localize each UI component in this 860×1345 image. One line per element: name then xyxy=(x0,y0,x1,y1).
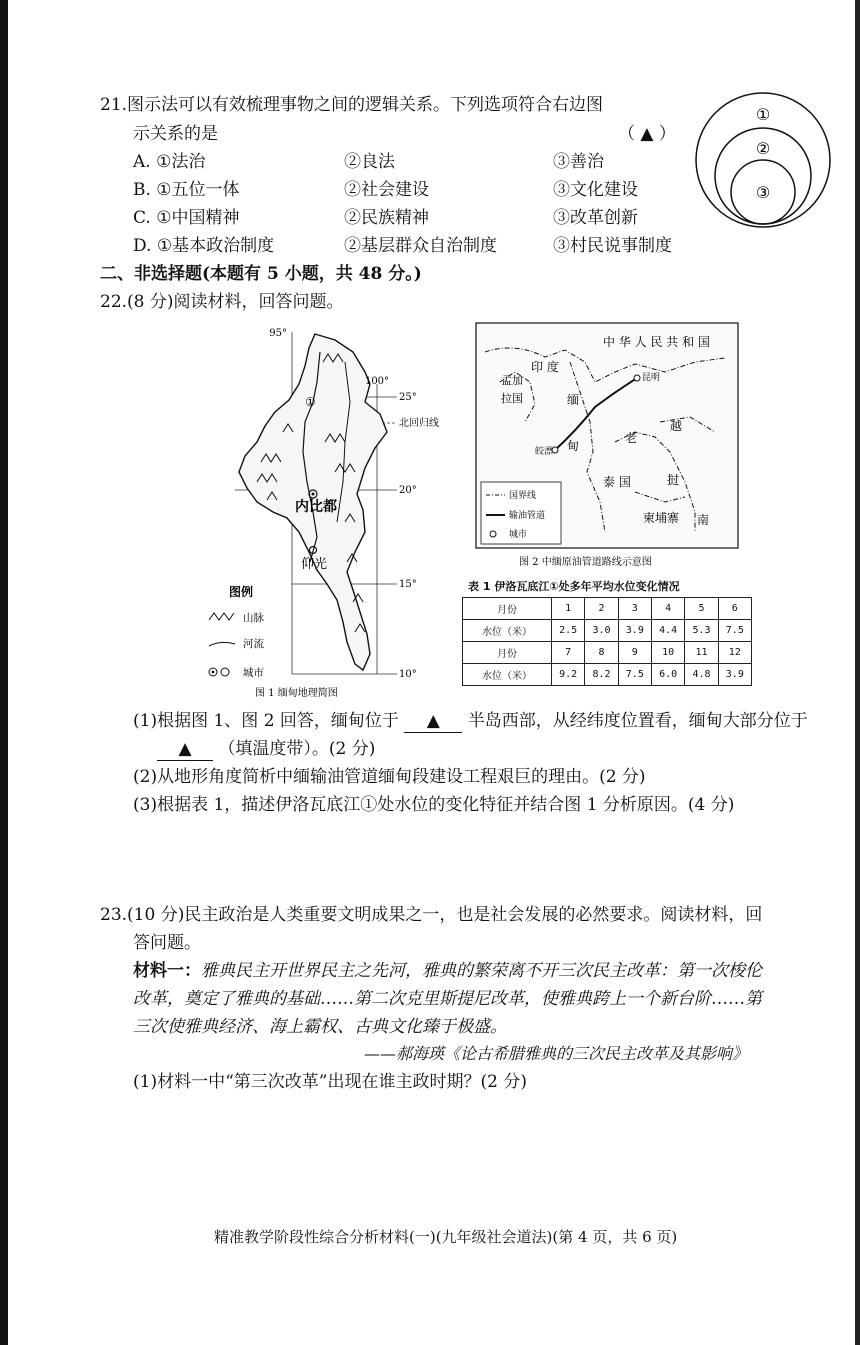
q23-source: ——郝海瑛《论古希腊雅典的三次民主改革及其影响》 xyxy=(364,1044,749,1063)
q21-option-d3: ③村民说事制度 xyxy=(553,236,672,256)
page-footer: 精准教学阶段性综合分析材料(一)(九年级社会道法)(第 4 页，共 6 页) xyxy=(214,1228,678,1246)
legend-river-icon xyxy=(209,642,235,646)
table-cell: 8 xyxy=(585,642,618,664)
scan-edge-right xyxy=(855,0,860,1345)
lat-10-label: 10° xyxy=(399,669,417,680)
material-label: 材料一： xyxy=(133,961,201,981)
cambodia-label: 柬埔寨 xyxy=(643,511,680,525)
table-cell: 9.2 xyxy=(552,664,585,686)
table1-title: 表 1 伊洛瓦底江①处多年平均水位变化情况 xyxy=(468,580,680,593)
q21-option-d: D. ①基本政治制度 xyxy=(133,236,275,256)
table-cell: 10 xyxy=(651,642,684,664)
q21-option-b3: ③文化建设 xyxy=(553,180,638,200)
circle-label-2: ② xyxy=(755,139,771,158)
table-cell: 3.9 xyxy=(618,620,651,642)
q21-option-c2: ②民族精神 xyxy=(344,208,429,228)
q22-sub1-line2 xyxy=(157,738,375,761)
table-cell: 8.2 xyxy=(585,664,618,686)
yangon-label: 仰光 xyxy=(301,557,328,572)
q23-material-line2: 改革，奠定了雅典的基础……第二次克里斯提尼改革，使雅典跨上一个新台阶……第 xyxy=(133,989,762,1009)
circle-label-1: ① xyxy=(755,105,771,124)
legend-pipe-label: 输油管道 xyxy=(509,511,546,521)
table-cell: 9 xyxy=(618,642,651,664)
q22-sub1-blank-1: ▲ xyxy=(404,710,462,733)
fig1-myanmar-map xyxy=(195,322,455,707)
myanmar-label-2: 甸 xyxy=(567,439,580,453)
vietnam-label-3: 南 xyxy=(697,513,710,527)
q23-material-line1 xyxy=(133,960,762,982)
vietnam-label-1: 越 xyxy=(670,419,683,433)
circle-label-3: ③ xyxy=(755,183,771,202)
q22-sub1-text-c: （填温度带）。(2 分) xyxy=(218,739,376,759)
bangladesh-label-1: 孟加 xyxy=(501,374,523,387)
kyaukpyu-label: 皎漂 xyxy=(535,447,554,457)
river-point-mark: ① xyxy=(305,395,316,409)
q21-option-a2: ②良法 xyxy=(344,152,395,172)
capital-label: 内比都 xyxy=(295,499,337,515)
q21-option-a: A. ①法治 xyxy=(133,152,206,172)
q21-option-c: C. ①中国精神 xyxy=(133,208,240,228)
lat-15-label: 15° xyxy=(399,579,417,590)
table-cell: 11 xyxy=(685,642,718,664)
table-cell: 3.9 xyxy=(718,664,751,686)
table-cell: 2 xyxy=(585,598,618,620)
legend-city-label: 城市 xyxy=(243,667,264,679)
legend-mountain-icon xyxy=(209,613,234,620)
table-cell: 水位（米） xyxy=(463,620,552,642)
laos-label: 老 xyxy=(625,431,638,445)
q23-sub1: (1)材料一中“第三次改革”出现在谁主政时期？(2 分) xyxy=(133,1072,527,1092)
q21-option-d2: ②基层群众自治制度 xyxy=(344,236,497,256)
vietnam-label-2: 挝 xyxy=(667,473,680,487)
table-cell: 4 xyxy=(651,598,684,620)
table-cell: 月份 xyxy=(463,642,552,664)
q23-material-line3: 三次使雅典经济、海上霸权、古典文化臻于极盛。 xyxy=(133,1017,507,1037)
lon-95-label: 95° xyxy=(269,328,287,339)
kunming-marker xyxy=(634,375,640,381)
fig2-pipeline-map xyxy=(475,322,740,572)
table-cell: 1 xyxy=(552,598,585,620)
lat-25-label: 25° xyxy=(399,392,417,403)
table-row xyxy=(463,642,752,664)
china-label: 中 华 人 民 共 和 国 xyxy=(603,335,710,349)
q22-sub1-text-b: 半岛西部，从经纬度位置看，缅甸大部分位于 xyxy=(467,711,808,731)
table-row xyxy=(463,664,752,686)
table-row xyxy=(463,620,752,642)
table-cell: 5 xyxy=(685,598,718,620)
lon-100-label: 100° xyxy=(364,376,390,387)
table-cell: 7.5 xyxy=(718,620,751,642)
q22-sub1-line1 xyxy=(133,710,808,733)
q22-sub2: (2)从地形角度简析中缅输油管道缅甸段建设工程艰巨的理由。(2 分) xyxy=(133,767,646,787)
q22-stem: 22.(8 分)阅读材料，回答问题。 xyxy=(100,292,344,312)
q21-option-c3: ③改革创新 xyxy=(553,208,638,228)
lat-20-label: 20° xyxy=(399,485,417,496)
table1-water-level xyxy=(462,597,752,686)
legend-title: 图例 xyxy=(229,585,254,599)
q21-stem-line2: 示关系的是 xyxy=(133,124,218,144)
table-cell: 水位（米） xyxy=(463,664,552,686)
table-cell: 12 xyxy=(718,642,751,664)
bangladesh-label-2: 拉国 xyxy=(501,392,523,405)
table-cell: 月份 xyxy=(463,598,552,620)
myanmar-label-1: 缅 xyxy=(567,393,580,407)
table-cell: 3.0 xyxy=(585,620,618,642)
table-cell: 4.8 xyxy=(685,664,718,686)
legend-city-label-2: 城市 xyxy=(509,530,528,540)
q22-sub3: (3)根据表 1，描述伊洛瓦底江①处水位的变化特征并结合图 1 分析原因。(4 分) xyxy=(133,795,735,815)
table-cell: 3 xyxy=(618,598,651,620)
scan-edge-left xyxy=(0,0,8,1345)
table-cell: 6.0 xyxy=(651,664,684,686)
tropic-label: 北回归线 xyxy=(399,418,439,429)
q21-option-b: B. ①五位一体 xyxy=(133,180,240,200)
q22-sub1-blank-2: ▲ xyxy=(157,738,213,761)
thailand-label: 泰 国 xyxy=(603,475,631,489)
kunming-label: 昆明 xyxy=(642,373,661,383)
section-2-heading: 二、非选择题(本题有 5 小题，共 48 分。) xyxy=(100,264,422,284)
table-cell: 5.3 xyxy=(685,620,718,642)
q21-option-a3: ③善治 xyxy=(553,152,604,172)
q21-stem-line1: 21.图示法可以有效梳理事物之间的逻辑关系。下列选项符合右边图 xyxy=(100,95,604,115)
fig2-caption: 图 2 中缅原油管道路线示意图 xyxy=(519,557,652,568)
fig1-caption: 图 1 缅甸地理简图 xyxy=(255,688,338,699)
table-cell: 2.5 xyxy=(552,620,585,642)
material-text-1: 雅典民主开世界民主之先河，雅典的繁荣离不开三次民主改革：第一次梭伦 xyxy=(201,961,762,981)
legend-river-label: 河流 xyxy=(243,638,264,650)
legend-mountain-label: 山脉 xyxy=(243,612,264,624)
nested-circles-diagram xyxy=(693,88,833,233)
table-cell: 7.5 xyxy=(618,664,651,686)
india-label: 印 度 xyxy=(531,360,559,374)
table-row xyxy=(463,598,752,620)
table-cell: 7 xyxy=(552,642,585,664)
table-cell: 6 xyxy=(718,598,751,620)
table-cell: 4.4 xyxy=(651,620,684,642)
q23-stem-line1: 23.(10 分)民主政治是人类重要文明成果之一，也是社会发展的必然要求。阅读材料，回 xyxy=(100,905,763,925)
q22-sub1-text-a: (1)根据图 1、图 2 回答，缅甸位于 xyxy=(133,711,399,731)
q23-stem-line2: 答问题。 xyxy=(133,933,201,953)
q21-option-b2: ②社会建设 xyxy=(344,180,429,200)
q21-answer-mark: （ ▲ ） xyxy=(618,124,676,144)
legend-border-label: 国界线 xyxy=(509,491,537,501)
